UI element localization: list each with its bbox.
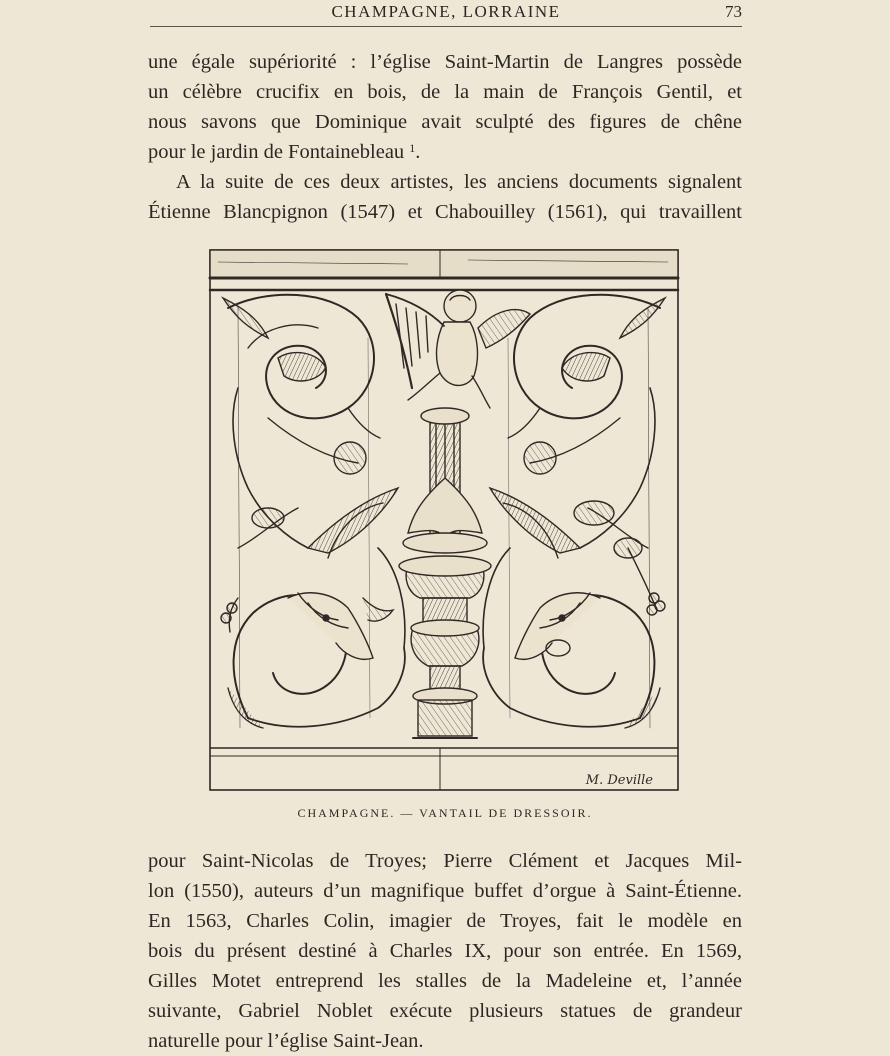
engraver-signature: M. Deville (585, 773, 653, 788)
left-pomegranate (334, 442, 366, 474)
text-line (148, 137, 742, 167)
right-pomegranate (524, 442, 556, 474)
central-column (399, 408, 491, 738)
dresser-panel-illustration (208, 248, 680, 793)
left-acanthus-leaf (308, 488, 398, 553)
page-number: 73 (725, 2, 742, 21)
text-line: A la suite de ces deux artistes, les anciens documents signalent (176, 171, 742, 193)
figure-caption: CHAMPAGNE. — VANTAIL DE DRESSOIR. (297, 806, 593, 820)
running-header (150, 0, 742, 27)
paragraph-3 (148, 846, 742, 1056)
running-title: CHAMPAGNE, LORRAINE (331, 2, 561, 21)
text-line: bois du présent destiné à Charles IX, pour son entrée. En 1569, (148, 940, 742, 962)
text-line-content: pour le jardin de Fontainebleau (148, 141, 405, 163)
top-text-block (148, 47, 742, 227)
paragraph-2 (148, 167, 742, 227)
bottom-text-block (148, 846, 742, 1056)
text-line: suivante, Gabriel Noblet exécute plusieurs statues de grandeur (148, 1000, 742, 1022)
text-line: En 1563, Charles Colin, imagier de Troyes, fait le modèle en (148, 910, 742, 932)
text-line: Gilles Motet entreprend les stalles de la Madeleine et, l’année (148, 970, 742, 992)
text-line: naturelle pour l’église Saint-Jean. (148, 1030, 424, 1052)
text-line: lon (1550), auteurs d’un magnifique buffet d’orgue à Saint-Étienne. (148, 880, 742, 902)
text-line: un célèbre crucifix en bois, de la main de François Gentil, et (148, 81, 742, 103)
paragraph-1 (148, 47, 742, 167)
text-line: nous savons que Dominique avait sculpté des figures de chêne (148, 111, 742, 133)
sentence-end: . (415, 141, 421, 163)
text-line: Étienne Blancpignon (1547) et Chabouilley (1561), qui travaillent (148, 201, 742, 223)
footnote-reference: 1 (409, 141, 416, 155)
text-line: une égale supériorité : l’église Saint-Martin de Langres possède (148, 51, 742, 73)
text-line: pour Saint-Nicolas de Troyes; Pierre Clément et Jacques Mil- (148, 850, 742, 872)
lower-left-dragon (228, 548, 405, 728)
